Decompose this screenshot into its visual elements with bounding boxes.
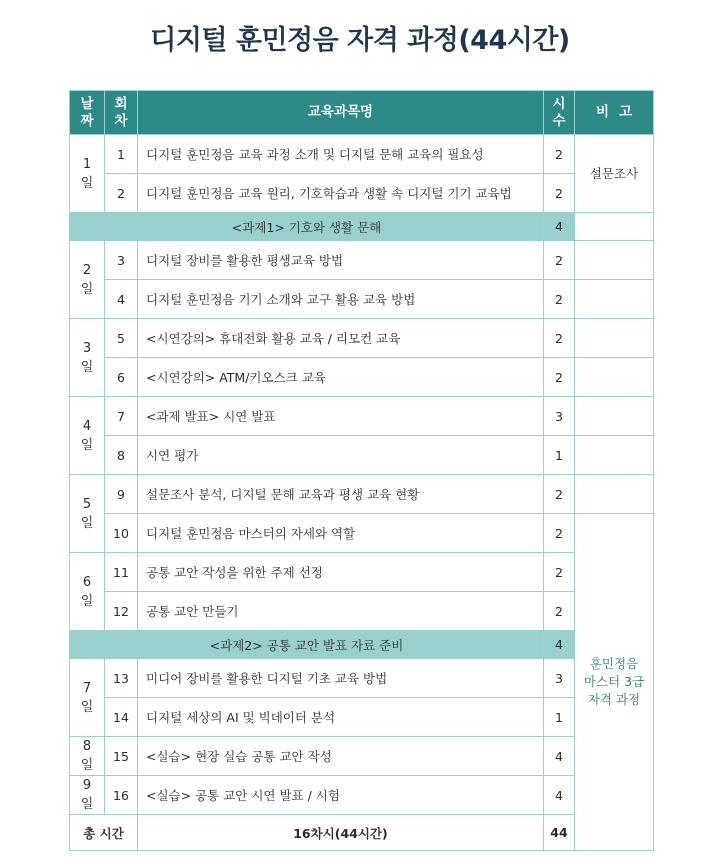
table-row — [70, 358, 654, 397]
course-name: 디지털 훈민정음 마스터의 자세와 역할 — [138, 514, 544, 553]
course-name: <시연강의> 휴대전화 활용 교육 / 리모컨 교육 — [138, 319, 544, 358]
header-course: 교육과목명 — [138, 91, 544, 135]
table-row — [70, 280, 654, 319]
day-label: 4 일 — [70, 397, 105, 475]
note-cell — [575, 241, 654, 280]
course-hours: 2 — [544, 174, 575, 213]
session-number: 12 — [105, 592, 138, 631]
course-hours: 2 — [544, 280, 575, 319]
note-cell — [575, 475, 654, 514]
assignment-row — [70, 213, 654, 241]
note-cell — [575, 397, 654, 436]
header-note: 비고 — [575, 91, 654, 135]
course-hours: 2 — [544, 135, 575, 174]
course-hours: 2 — [544, 475, 575, 514]
table-header-row — [70, 91, 654, 135]
assignment-name: <과제1> 기호와 생활 문해 — [70, 213, 544, 241]
course-hours: 2 — [544, 592, 575, 631]
course-name: <실습> 공통 교안 시연 발표 / 시험 — [138, 776, 544, 815]
day-label: 6 일 — [70, 553, 105, 631]
table-row — [70, 553, 654, 592]
session-number: 11 — [105, 553, 138, 592]
course-name: 디지털 훈민정음 교육 과정 소개 및 디지털 문해 교육의 필요성 — [138, 135, 544, 174]
table-row — [70, 776, 654, 815]
total-row — [70, 815, 654, 851]
table-row — [70, 436, 654, 475]
course-name: <과제 발표> 시연 발표 — [138, 397, 544, 436]
course-name: 디지털 장비를 활용한 평생교육 방법 — [138, 241, 544, 280]
session-number: 15 — [105, 737, 138, 776]
note-cell — [575, 280, 654, 319]
course-hours: 2 — [544, 514, 575, 553]
course-name: 디지털 세상의 AI 및 빅데이터 분석 — [138, 698, 544, 737]
course-hours: 2 — [544, 553, 575, 592]
course-name: 공통 교안 작성을 위한 주제 선정 — [138, 553, 544, 592]
session-number: 10 — [105, 514, 138, 553]
table-row — [70, 241, 654, 280]
course-name: <실습> 현장 실습 공통 교안 작성 — [138, 737, 544, 776]
note-survey: 설문조사 — [575, 135, 654, 213]
day-label: 8 일 — [70, 737, 105, 776]
course-hours: 1 — [544, 436, 575, 475]
course-name: 디지털 훈민정음 교육 원리, 기호학습과 생활 속 디지털 기기 교육법 — [138, 174, 544, 213]
table-row — [70, 592, 654, 631]
total-hours: 44 — [544, 815, 575, 851]
session-number: 13 — [105, 659, 138, 698]
table-row — [70, 514, 654, 553]
session-number: 9 — [105, 475, 138, 514]
assignment-hours: 4 — [544, 213, 575, 241]
course-hours: 4 — [544, 737, 575, 776]
course-name: <시연강의> ATM/키오스크 교육 — [138, 358, 544, 397]
course-name: 디지털 훈민정음 기기 소개와 교구 활용 교육 방법 — [138, 280, 544, 319]
course-name: 공통 교안 만들기 — [138, 592, 544, 631]
table-row — [70, 659, 654, 698]
curriculum-table — [69, 90, 654, 851]
table-row — [70, 174, 654, 213]
assignment-hours: 4 — [544, 631, 575, 659]
course-name: 설문조사 분석, 디지털 문해 교육과 평생 교육 현황 — [138, 475, 544, 514]
session-number: 8 — [105, 436, 138, 475]
table-row — [70, 135, 654, 174]
session-number: 1 — [105, 135, 138, 174]
assignment-row — [70, 631, 654, 659]
day-label: 2 일 — [70, 241, 105, 319]
course-hours: 2 — [544, 358, 575, 397]
course-hours: 2 — [544, 241, 575, 280]
session-number: 2 — [105, 174, 138, 213]
page-title: 디지털 훈민정음 자격 과정(44시간) — [150, 25, 570, 56]
course-hours: 3 — [544, 397, 575, 436]
header-session: 회 차 — [105, 91, 138, 135]
note-cell — [575, 436, 654, 475]
table-row — [70, 698, 654, 737]
course-hours: 3 — [544, 659, 575, 698]
session-number: 16 — [105, 776, 138, 815]
course-name: 시연 평가 — [138, 436, 544, 475]
session-number: 7 — [105, 397, 138, 436]
table-row — [70, 397, 654, 436]
day-label: 7 일 — [70, 659, 105, 737]
day-label: 5 일 — [70, 475, 105, 553]
day-label: 3 일 — [70, 319, 105, 397]
day-label: 9 일 — [70, 776, 105, 815]
note-cell — [575, 358, 654, 397]
session-number: 5 — [105, 319, 138, 358]
session-number: 3 — [105, 241, 138, 280]
day-label: 1 일 — [70, 135, 105, 213]
table-row — [70, 475, 654, 514]
assignment-name: <과제2> 공통 교안 발표 자료 준비 — [70, 631, 544, 659]
total-label: 총 시간 — [70, 815, 138, 851]
table-row — [70, 319, 654, 358]
total-sessions: 16차시(44시간) — [138, 815, 544, 851]
note-cell — [575, 213, 654, 241]
table-row — [70, 737, 654, 776]
course-hours: 1 — [544, 698, 575, 737]
note-master: 훈민정음 마스터 3급 자격 과정 — [575, 514, 654, 851]
header-day: 날 짜 — [70, 91, 105, 135]
course-hours: 4 — [544, 776, 575, 815]
session-number: 4 — [105, 280, 138, 319]
session-number: 6 — [105, 358, 138, 397]
course-hours: 2 — [544, 319, 575, 358]
course-name: 미디어 장비를 활용한 디지털 기초 교육 방법 — [138, 659, 544, 698]
note-cell — [575, 319, 654, 358]
header-hours: 시 수 — [544, 91, 575, 135]
session-number: 14 — [105, 698, 138, 737]
